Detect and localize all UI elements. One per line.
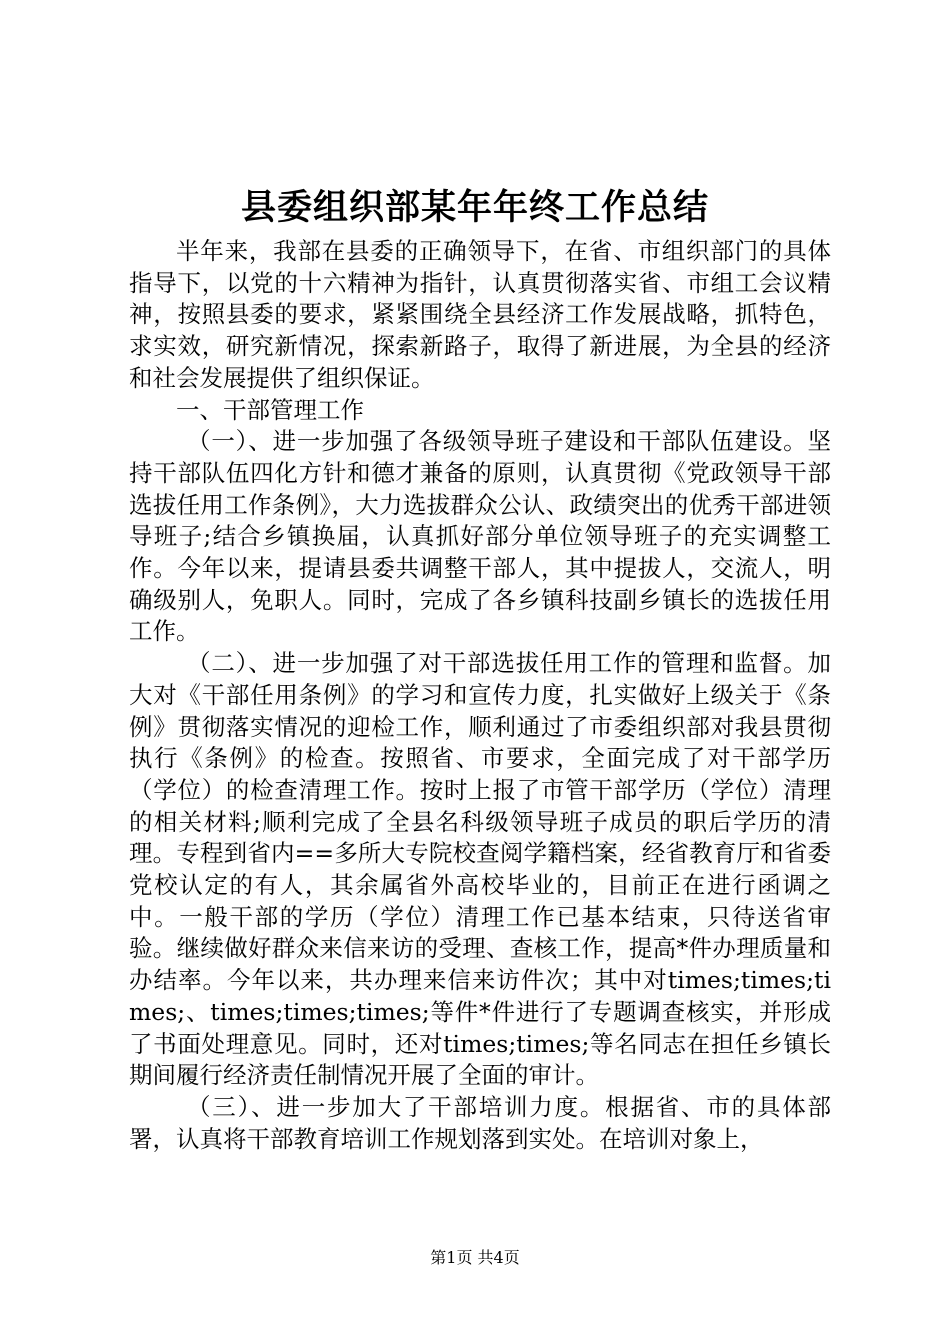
subsection-paragraph-3: （三）、进一步加大了干部培训力度。根据省、市的具体部署，认真将干部教育培训工作规划落到实处。在培训对象上，: [129, 1092, 831, 1153]
document-title: 县委组织部某年年终工作总结: [240, 187, 709, 228]
section-heading: 一、干部管理工作: [176, 395, 364, 424]
document-body: [129, 236, 831, 1155]
subsection-paragraph-1: （一）、进一步加强了各级领导班子建设和干部队伍建设。坚持干部队伍四化方针和德才兼备的原则，认真贯彻《党政领导干部选拔任用工作条例》，大力选拔群众公认、政绩突出的优秀干部进领导班子;结合乡镇换届，认真抓好部分单位领导班子的充实调整工作。今年以来，提请县委共调整干部人，其中提拔人，交流人，明确级别人，免职人。同时，完成了各乡镇科技副乡镇长的选拔任用工作。: [129, 427, 831, 646]
intro-paragraph: 半年来，我部在县委的正确领导下，在省、市组织部门的具体指导下，以党的十六精神为指针，认真贯彻落实省、市组工会议精神，按照县委的要求，紧紧围绕全县经济工作发展战略，抓特色，求实效，研究新情况，探索新路子，取得了新进展，为全县的经济和社会发展提供了组织保证。: [129, 237, 831, 392]
page-number: 第1页 共4页: [430, 1248, 520, 1267]
subsection-paragraph-2: （二）、进一步加强了对干部选拔任用工作的管理和监督。加大对《干部任用条例》的学习和宣传力度，扎实做好上级关于《条例》贯彻落实情况的迎检工作，顺利通过了市委组织部对我县贯彻执行《条例》的检查。按照省、市要求，全面完成了对干部学历（学位）的检查清理工作。按时上报了市管干部学历（学位）清理的相关材料;顺利完成了全县名科级领导班子成员的职后学历的清理。专程到省内==多所大专院校查阅学籍档案，经省教育厅和省委党校认定的有人，其余属省外高校毕业的，目前正在进行函调之中。一般干部的学历（学位）清理工作已基本结束，只待送省审验。继续做好群众来信来访的受理、查核工作，提高*件办理质量和办结率。今年以来，共办理来信来访件次；其中对times;times;times;、times;times;times;等件*件进行了专题调查核实，并形成了书面处理意见。同时，还对times;times;等名同志在担任乡镇长期间履行经济责任制情况开展了全面的审计。: [129, 649, 831, 1090]
